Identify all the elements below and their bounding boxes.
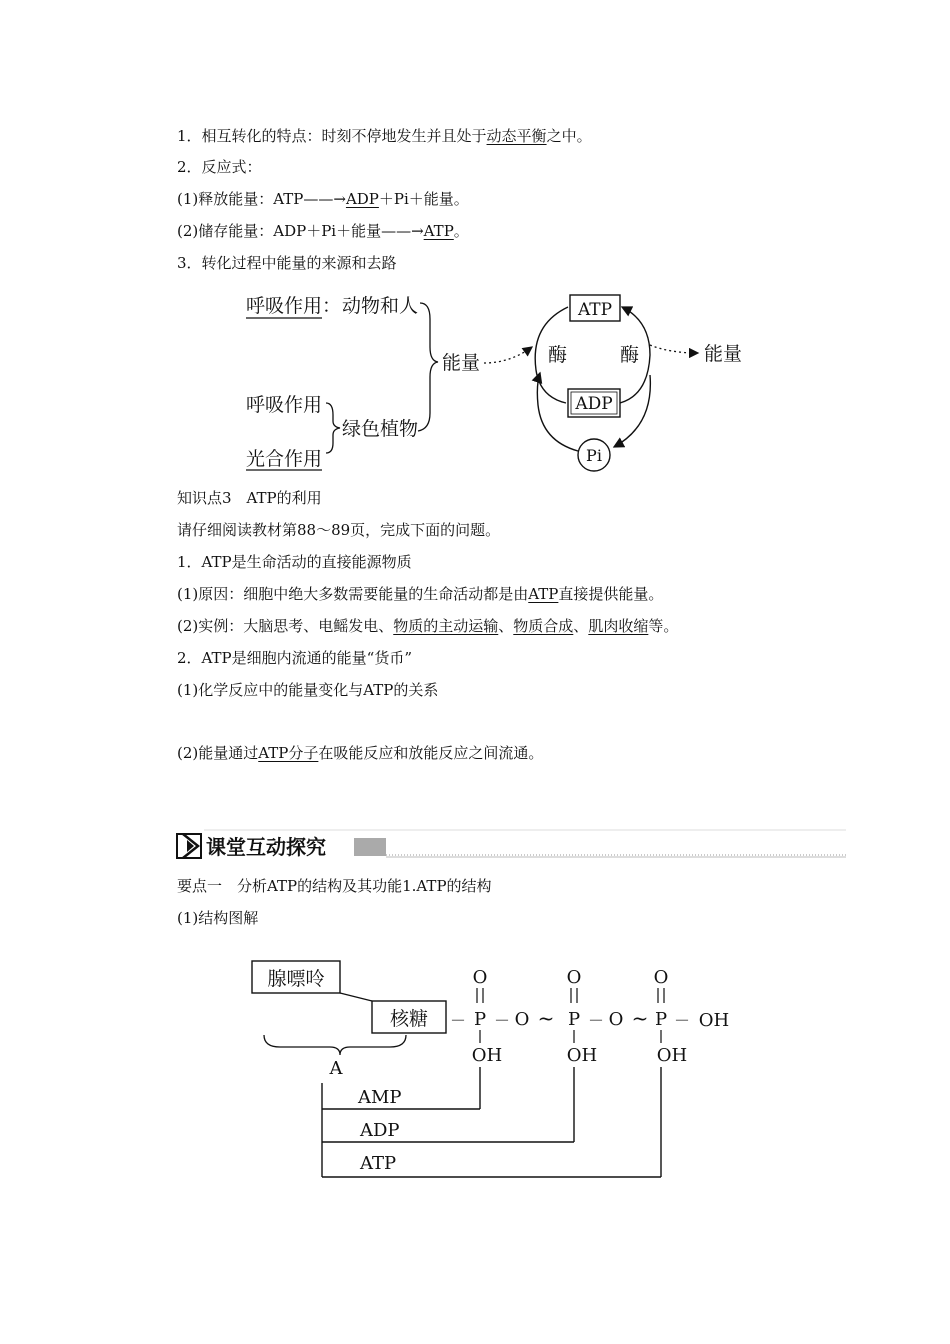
answer-synthesis: 物质合成 (513, 617, 574, 635)
ribose-label: 核糖 (389, 1008, 429, 1030)
answer-atp-molecule: ATP分子 (258, 744, 319, 762)
answer-atp: ATP (528, 585, 559, 603)
store-energy-line (177, 221, 469, 241)
pi-label: Pi (586, 446, 602, 465)
green-plants-label: 绿色植物 (342, 418, 419, 440)
text: 直接提供能量。 (558, 585, 664, 603)
answer-atp: ATP (423, 222, 454, 240)
o-bridge-1: O (514, 1009, 530, 1030)
p-3: P (654, 1009, 668, 1030)
adp-label: ADP (575, 394, 613, 414)
answer-dynamic-balance: 动态平衡 (486, 127, 547, 145)
dash-1: － (450, 1011, 467, 1030)
text: 在吸能反应和放能反应之间流通。 (318, 744, 544, 762)
section-banner (174, 826, 850, 864)
colon: ： (322, 295, 342, 317)
text: 1．相互转化的特点：时刻不停地发生并且处于 (177, 127, 487, 145)
a-label: A (329, 1058, 343, 1079)
text: (2)能量通过 (177, 744, 259, 762)
key-point-1-line: 要点一 分析ATP的结构及其功能1.ATP的结构 (177, 877, 492, 895)
structure-diagram-heading: (1)结构图解 (177, 909, 259, 927)
circulation-line (177, 743, 543, 763)
reading-instruction: 请仔细阅读教材第88～89页，完成下面的问题。 (177, 521, 501, 539)
answer-adp: ADP (345, 190, 379, 208)
energy-out-label: 能量 (704, 343, 743, 365)
text: 。 (453, 222, 469, 240)
oh-3: OH (656, 1045, 688, 1066)
energy-source-heading: 3．转化过程中能量的来源和去路 (177, 254, 397, 272)
tilde-1: ~ (537, 1006, 555, 1030)
atp-label: ATP (577, 300, 613, 320)
atp-structure-diagram (240, 955, 750, 1185)
animals-label: 动物和人 (342, 295, 419, 317)
direct-energy-line: 1．ATP是生命活动的直接能源物质 (177, 553, 412, 571)
answer-muscle: 肌肉收缩 (588, 617, 649, 635)
knowledge-point-3-heading: 知识点3 ATP的利用 (177, 489, 322, 507)
currency-line: 2．ATP是细胞内流通的能量“货币” (177, 649, 412, 667)
dash-4: － (674, 1011, 691, 1030)
enzyme-left: 酶 (548, 344, 568, 366)
o-top-1: O (472, 967, 488, 988)
text: (2)实例：大脑思考、电鳐发电、 (177, 617, 394, 635)
text: (1)释放能量：ATP——→ (177, 190, 346, 208)
big-brace (418, 303, 438, 431)
atp-label: ATP (360, 1153, 397, 1174)
enzyme-right: 酶 (620, 344, 640, 366)
banner-grey-block (354, 838, 386, 856)
respiration-label: 呼吸作用 (246, 295, 323, 317)
tilde-2: ~ (631, 1006, 649, 1030)
amp-label: AMP (358, 1087, 402, 1108)
o-top-3: O (653, 967, 669, 988)
o-bridge-2: O (608, 1009, 624, 1030)
energy-in-label: 能量 (442, 352, 481, 374)
reason-line (177, 584, 663, 604)
energy-cycle-diagram (230, 285, 790, 480)
answer-active-transport: 物质的主动运输 (393, 617, 499, 635)
adp-label: ADP (360, 1120, 400, 1141)
dash-3: － (588, 1011, 605, 1030)
respiration-label-2: 呼吸作用 (246, 394, 323, 416)
p-2: P (567, 1009, 581, 1030)
feature-line (177, 126, 592, 146)
text: 之中。 (546, 127, 592, 145)
examples-line (177, 616, 678, 636)
oh-end: OH (698, 1010, 730, 1031)
small-brace (326, 403, 340, 453)
energy-in-arrow (484, 347, 532, 363)
text: 、 (573, 617, 589, 635)
oh-2: OH (566, 1045, 598, 1066)
reaction-heading: 2．反应式： (177, 158, 262, 176)
reaction-relation-line: (1)化学反应中的能量变化与ATP的关系 (177, 681, 439, 699)
energy-out-arrow (650, 345, 698, 353)
p-1: P (473, 1009, 487, 1030)
dash-2: － (494, 1011, 511, 1030)
banner-title: 课堂互动探究 (206, 835, 326, 859)
photosynthesis-label: 光合作用 (246, 448, 323, 470)
text: (1)原因：细胞中绝大多数需要能量的生命活动都是由 (177, 585, 529, 603)
text: ＋Pi＋能量。 (378, 190, 469, 208)
oh-1: OH (471, 1045, 503, 1066)
adenine-label: 腺嘌呤 (267, 968, 325, 990)
release-energy-line (177, 189, 469, 209)
text: 等。 (648, 617, 679, 635)
text: (2)储存能量：ADP＋Pi＋能量——→ (177, 222, 424, 240)
a-brace (264, 1035, 406, 1055)
o-top-2: O (566, 967, 582, 988)
text: 、 (498, 617, 514, 635)
